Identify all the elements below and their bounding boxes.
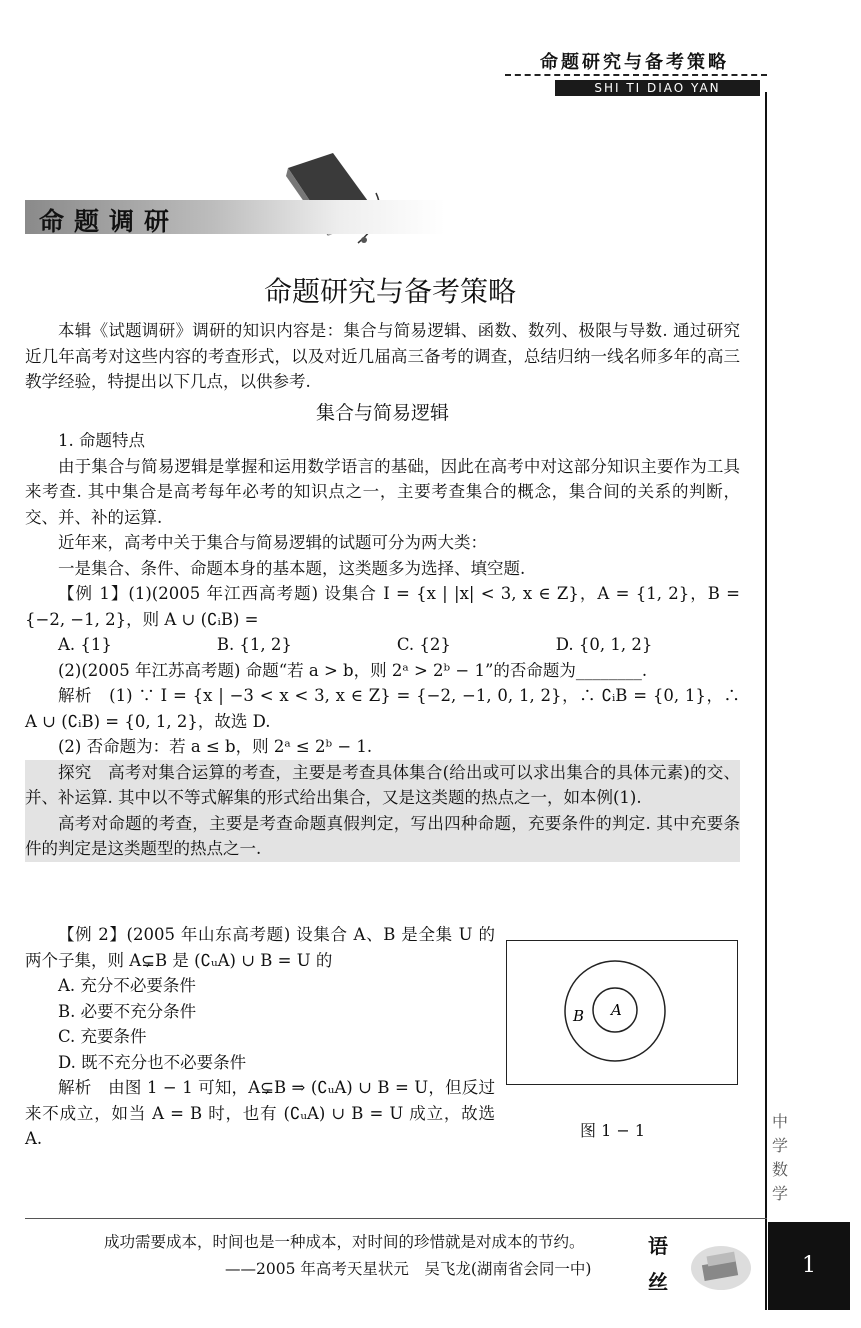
venn-figure: [506, 940, 738, 1085]
set-a-label: A: [611, 1001, 622, 1019]
example-1-solution-1: 解析 (1) ∵ I = {x | −3 < x < 3, x ∈ Z} = {−2, −1, 0, 1, 2}，∴ ∁ᵢB = {0, 1}，∴ A ∪ (∁ᵢB) = {0, 1, 2}，故选 D.: [25, 686, 740, 731]
article-title: 命题研究与备考策略: [263, 275, 516, 308]
option-d: D. {0, 1, 2}: [555, 635, 653, 654]
example-1-question-2: (2)(2005 年江苏高考题) 命题“若 a > b，则 2ᵃ > 2ᵇ − 1”的否命题为________.: [58, 660, 648, 680]
right-margin-rule: [765, 92, 767, 1310]
paragraph-3: 一是集合、条件、命题本身的基本题，这类题多为选择、填空题.: [58, 558, 526, 578]
footer-label-si: 丝: [648, 1270, 668, 1294]
example-1-question-1: 【例 1】(1)(2005 年江西高考题) 设集合 I = {x | |x| < 3, x ∈ Z}，A = {1, 2}，B = {−2, −1, 2}，则 A ∪ (∁ᵢB) =: [25, 584, 740, 629]
figure-caption: 图 1 − 1: [580, 1121, 646, 1140]
set-b-label: B: [573, 1007, 585, 1025]
footer-label: [648, 1228, 668, 1300]
option-a: A. {1}: [58, 635, 112, 654]
section-banner: [25, 200, 445, 234]
paragraph-2: 近年来，高考中关于集合与简易逻辑的试题可分为两大类：: [58, 533, 487, 552]
footer-quote-attribution: ——2005 年高考天星状元 吴飞龙(湖南省会同一中): [225, 1260, 592, 1278]
section-banner-label: 命题调研: [39, 207, 180, 236]
example-2-option-d: D. 既不充分也不必要条件: [58, 1052, 247, 1072]
intro-block: [25, 318, 740, 395]
footer-label-yu: 语: [648, 1234, 668, 1258]
running-header-title: 命题研究与备考策略: [540, 52, 729, 73]
footer-decoration-icon: [685, 1228, 757, 1298]
footer-rule: [25, 1218, 767, 1219]
example-2-block: [25, 922, 495, 1152]
main-text-block: [25, 428, 740, 862]
example-1-options: [25, 632, 740, 658]
option-c: C. {2}: [396, 635, 451, 654]
paragraph-1: 由于集合与简易逻辑是掌握和运用数学语言的基础，因此在高考中对这部分知识主要作为工具来考查. 其中集合是高考每年必考的知识点之一，主要考查集合的概念，集合间的关系的判断，交、并、补的运算.: [25, 456, 740, 527]
point-heading: 1. 命题特点: [58, 431, 145, 450]
header-pinyin-band: SHI TI DIAO YAN: [555, 80, 760, 96]
side-vertical-label: 中学数学: [772, 1112, 789, 1203]
option-b: B. {1, 2}: [216, 635, 292, 654]
example-1-solution-2: (2) 否命题为：若 a ≤ b，则 2ᵃ ≤ 2ᵇ − 1.: [58, 737, 373, 756]
intro-paragraph: 本辑《试题调研》调研的知识内容是：集合与简易逻辑、函数、数列、极限与导数. 通过研究近几年高考对这些内容的考查形式，以及对近几届高三备考的调查，总结归纳一线名师多年的高三教学经验，特提出以下几点，以供参考.: [25, 321, 740, 391]
example-2-option-a: A. 充分不必要条件: [58, 976, 196, 995]
example-2-option-c: C. 充要条件: [58, 1027, 147, 1046]
example-2-question: 【例 2】(2005 年山东高考题) 设集合 A、B 是全集 U 的两个子集，则 A⊊B 是 (∁ᵤA) ∪ B = U 的: [25, 925, 495, 970]
explore-paragraph-1: 探究 高考对集合运算的考查，主要是考查具体集合(给出或可以求出集合的具体元素)的交、并、补运算. 其中以不等式解集的形式给出集合，又是这类题的热点之一，如本例(1).: [25, 762, 740, 807]
example-2-solution: 解析 由图 1 − 1 可知，A⊊B ⇒ (∁ᵤA) ∪ B = U，但反过来不成立，如当 A = B 时，也有 (∁ᵤA) ∪ B = U 成立，故选 A.: [25, 1078, 495, 1148]
explore-paragraph-2: 高考对命题的考查，主要是考查命题真假判定，写出四种命题，充要条件的判定. 其中充要条件的判定是这类题型的热点之一.: [25, 813, 740, 858]
explore-box: [25, 760, 740, 862]
header-dashed-rule: [505, 74, 767, 76]
footer-quote: 成功需要成本，时间也是一种成本，对时间的珍惜就是对成本的节约。: [104, 1233, 585, 1251]
page-number: 1: [768, 1222, 850, 1310]
example-2-option-b: B. 必要不充分条件: [58, 1001, 197, 1021]
section-subtitle: 集合与简易逻辑: [315, 402, 449, 424]
venn-diagram: [507, 941, 737, 1084]
